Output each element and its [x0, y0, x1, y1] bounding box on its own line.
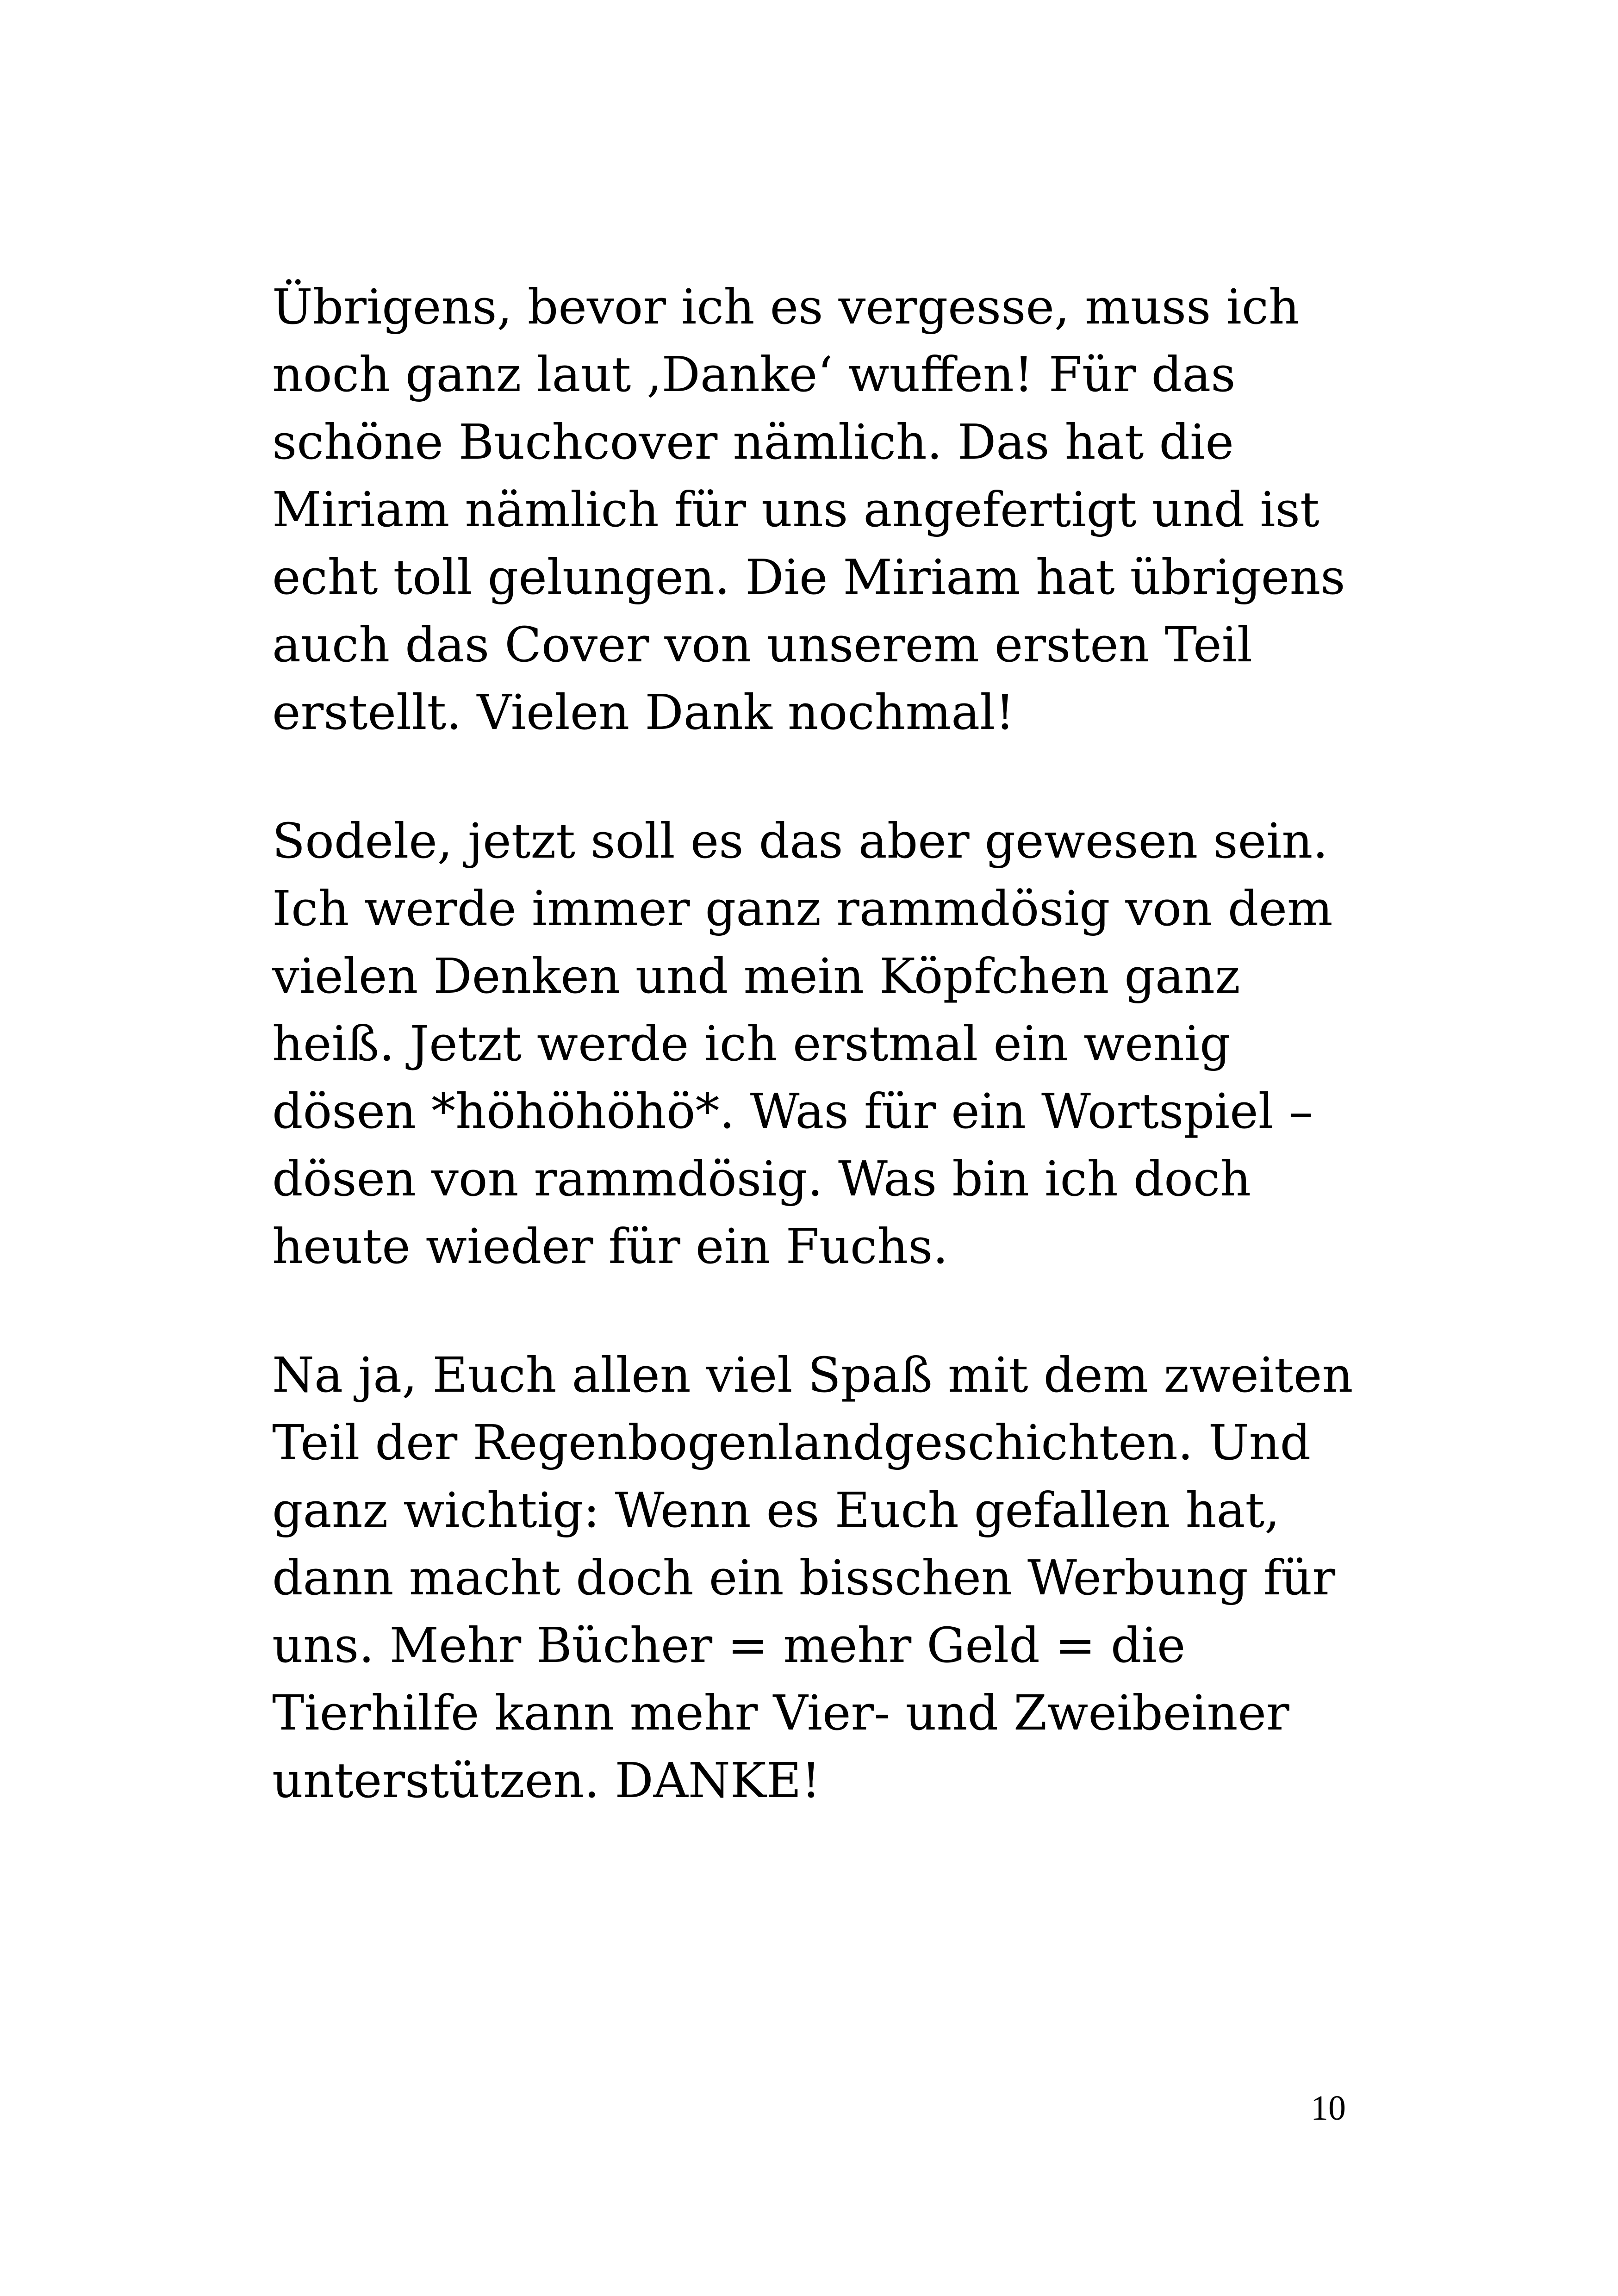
- paragraph-2: [272, 807, 1401, 1280]
- text-line: noch ganz laut ‚Danke‘ wuffen! Für das: [272, 346, 1236, 403]
- text-line: unterstützen. DANKE!: [272, 1752, 821, 1809]
- text-line: ganz wichtig: Wenn es Euch gefallen hat,: [272, 1482, 1280, 1538]
- paragraph-1: [272, 273, 1401, 746]
- text-line: Sodele, jetzt soll es das aber gewesen sein.: [272, 813, 1328, 869]
- text-line: schöne Buchcover nämlich. Das hat die: [272, 414, 1234, 470]
- paragraph-3: [272, 1341, 1401, 1814]
- text-line: heute wieder für ein Fuchs.: [272, 1218, 948, 1275]
- text-line: auch das Cover von unserem ersten Teil: [272, 616, 1253, 673]
- text-line: Ich werde immer ganz rammdösig von dem: [272, 880, 1333, 937]
- text-line: dösen von rammdösig. Was bin ich doch: [272, 1151, 1251, 1207]
- text-line: Teil der Regenbogenlandgeschichten. Und: [272, 1414, 1311, 1471]
- page-number: 10: [1311, 2089, 1346, 2128]
- text-line: Übrigens, bevor ich es vergesse, muss ich: [272, 279, 1300, 335]
- text-line: erstellt. Vielen Dank nochmal!: [272, 684, 1015, 740]
- text-line: vielen Denken und mein Köpfchen ganz: [272, 948, 1240, 1004]
- text-line: uns. Mehr Bücher = mehr Geld = die: [272, 1617, 1186, 1674]
- text-line: heiß. Jetzt werde ich erstmal ein wenig: [272, 1015, 1231, 1072]
- text-line: Miriam nämlich für uns angefertigt und ist: [272, 481, 1319, 538]
- text-line: dösen *höhöhöhö*. Was für ein Wortspiel –: [272, 1083, 1313, 1139]
- text-line: dann macht doch ein bisschen Werbung für: [272, 1549, 1336, 1606]
- text-line: echt toll gelungen. Die Miriam hat übrigens: [272, 549, 1345, 605]
- text-line: Tierhilfe kann mehr Vier- und Zweibeiner: [272, 1685, 1289, 1741]
- text-line: Na ja, Euch allen viel Spaß mit dem zweiten: [272, 1347, 1353, 1403]
